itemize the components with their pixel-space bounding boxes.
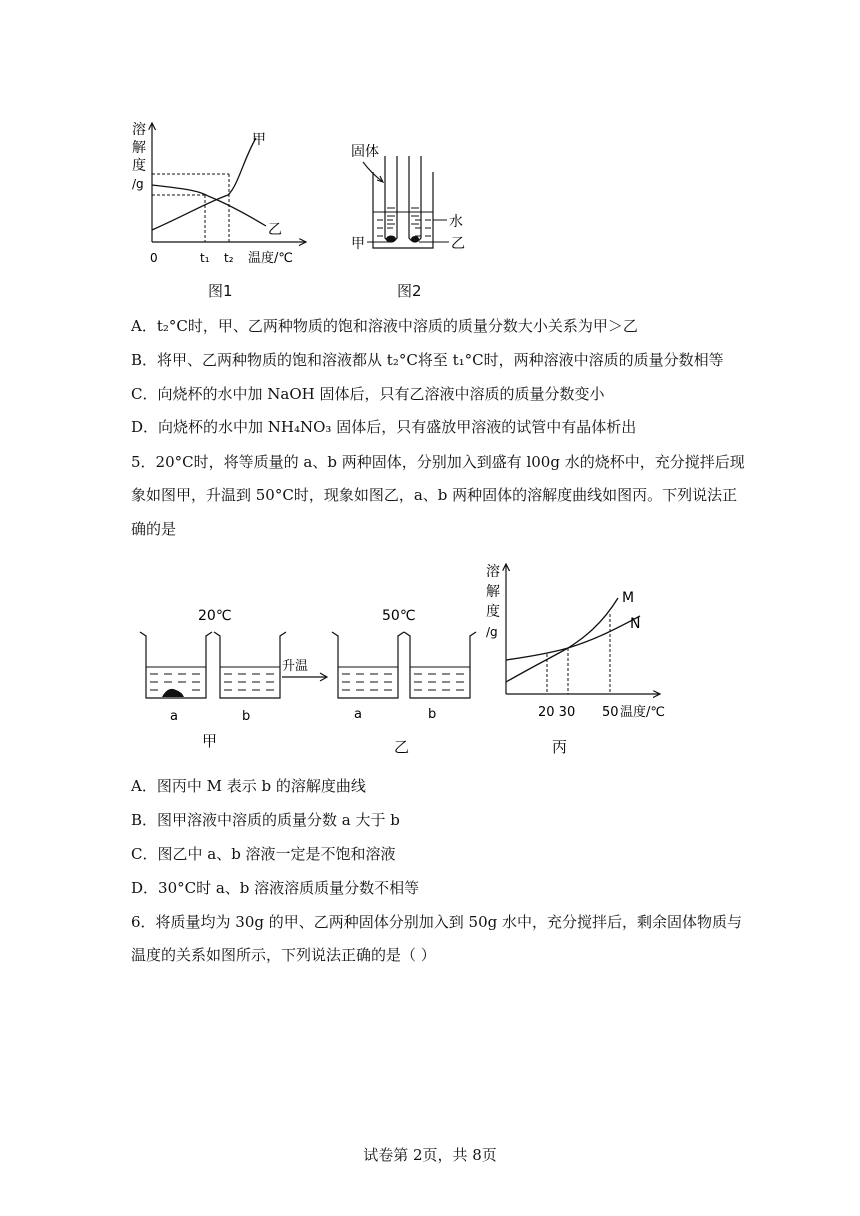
y-axis-label-char: 度 — [486, 604, 500, 620]
q4-option-b: B．将甲、乙两种物质的饱和溶液都从 t₂°C将至 t₁°C时，两种溶液中溶质的质量分数相等 — [131, 351, 724, 369]
q5-stem-line-1: 5．20°C时，将等质量的 a、b 两种固体，分别加入到盛有 l00g 水的烧杯中，充分搅拌后现 — [131, 453, 745, 471]
figure-jia-caption: 甲 — [202, 732, 218, 750]
tick-50: 50 — [602, 705, 619, 720]
q6-stem-line-2: 温度的关系如图所示，下列说法正确的是（ ） — [131, 946, 436, 964]
beaker-jia-a — [140, 632, 212, 698]
y-axis-label-char: /g — [132, 177, 144, 191]
figure-bing-caption: 丙 — [552, 738, 568, 756]
beaker-yi-b-label: b — [428, 707, 437, 722]
q5-stem-line-2: 象如图甲，升温到 50°C时，现象如图乙，a、b 两种固体的溶解度曲线如图丙。下列说法正 — [131, 486, 738, 504]
q4-option-d: D．向烧杯的水中加 NH₄NO₃ 固体后，只有盛放甲溶液的试管中有晶体析出 — [131, 418, 637, 436]
label-yi: 乙 — [268, 222, 282, 238]
page-footer: 试卷第 2页，共 8页 — [363, 1146, 497, 1164]
solid-label: 固体 — [351, 144, 379, 160]
y-axis-label-char: 解 — [486, 584, 500, 600]
test-tube-left — [385, 156, 397, 242]
y-axis-label-char: 溶 — [486, 564, 500, 580]
curve-yi — [152, 185, 266, 226]
q4-option-a: A．t₂°C时，甲、乙两种物质的饱和溶液中溶质的质量分数大小关系为甲＞乙 — [131, 317, 638, 335]
crystal-right — [411, 236, 419, 242]
ticks-20-30: 20 30 — [538, 705, 576, 720]
tube-left-label: 甲 — [351, 236, 365, 252]
label-jia: 甲 — [252, 132, 266, 148]
label-n: N — [630, 616, 641, 632]
tube-right-label: 乙 — [451, 236, 465, 252]
figure-2-beaker — [345, 140, 485, 258]
q5-option-c: C．图乙中 a、b 溶液一定是不饱和溶液 — [131, 845, 396, 863]
temp-50-label: 50℃ — [382, 608, 416, 624]
q4-option-c: C．向烧杯的水中加 NaOH 固体后，只有乙溶液中溶质的质量分数变小 — [131, 385, 605, 403]
figure-beakers — [130, 600, 480, 760]
beaker-jia-b — [214, 632, 286, 698]
figure-2-caption: 图2 — [397, 282, 422, 300]
curve-n — [506, 616, 640, 660]
beaker-yi-a-label: a — [354, 707, 362, 722]
test-tube-right — [409, 156, 421, 242]
y-axis-label-char: 解 — [132, 140, 146, 156]
curve-m — [506, 598, 618, 682]
crystal-left — [386, 236, 396, 243]
x-axis-label: 温度/℃ — [620, 705, 665, 720]
figure-1-solubility-chart — [128, 118, 308, 270]
beaker-yi-b — [404, 632, 476, 698]
origin-label: 0 — [150, 251, 158, 265]
curve-jia — [152, 138, 256, 230]
beaker-outline — [373, 172, 433, 248]
tube-solution-dashes — [387, 208, 419, 224]
water-label: 水 — [449, 214, 463, 230]
tick-t2: t₂ — [224, 251, 234, 265]
q5-option-d: D．30°C时 a、b 溶液溶质质量分数不相等 — [131, 879, 420, 897]
beaker-jia-a-label: a — [170, 709, 178, 724]
figure-yi-caption: 乙 — [394, 738, 410, 756]
y-axis-label-char: 溶 — [132, 122, 146, 138]
x-axis-label: 温度/℃ — [248, 251, 293, 266]
y-axis-label-char: /g — [486, 625, 498, 639]
figure-bing-chart — [484, 558, 664, 758]
y-axis-label-char: 度 — [132, 158, 146, 174]
figure-1-caption: 图1 — [208, 282, 233, 300]
q5-option-b: B．图甲溶液中溶质的质量分数 a 大于 b — [131, 811, 400, 829]
arrow-label: 升温 — [282, 659, 309, 674]
q6-stem-line-1: 6．将质量均为 30g 的甲、乙两种固体分别加入到 50g 水中，充分搅拌后，剩余固体物质与 — [131, 913, 742, 931]
q5-option-a: A．图丙中 M 表示 b 的溶解度曲线 — [131, 777, 366, 795]
beaker-jia-b-label: b — [242, 709, 251, 724]
q5-stem-line-3: 确的是 — [131, 520, 177, 538]
beaker-yi-a — [332, 632, 404, 698]
tick-t1: t₁ — [200, 251, 210, 265]
label-m: M — [622, 590, 635, 606]
temp-20-label: 20℃ — [198, 608, 232, 624]
